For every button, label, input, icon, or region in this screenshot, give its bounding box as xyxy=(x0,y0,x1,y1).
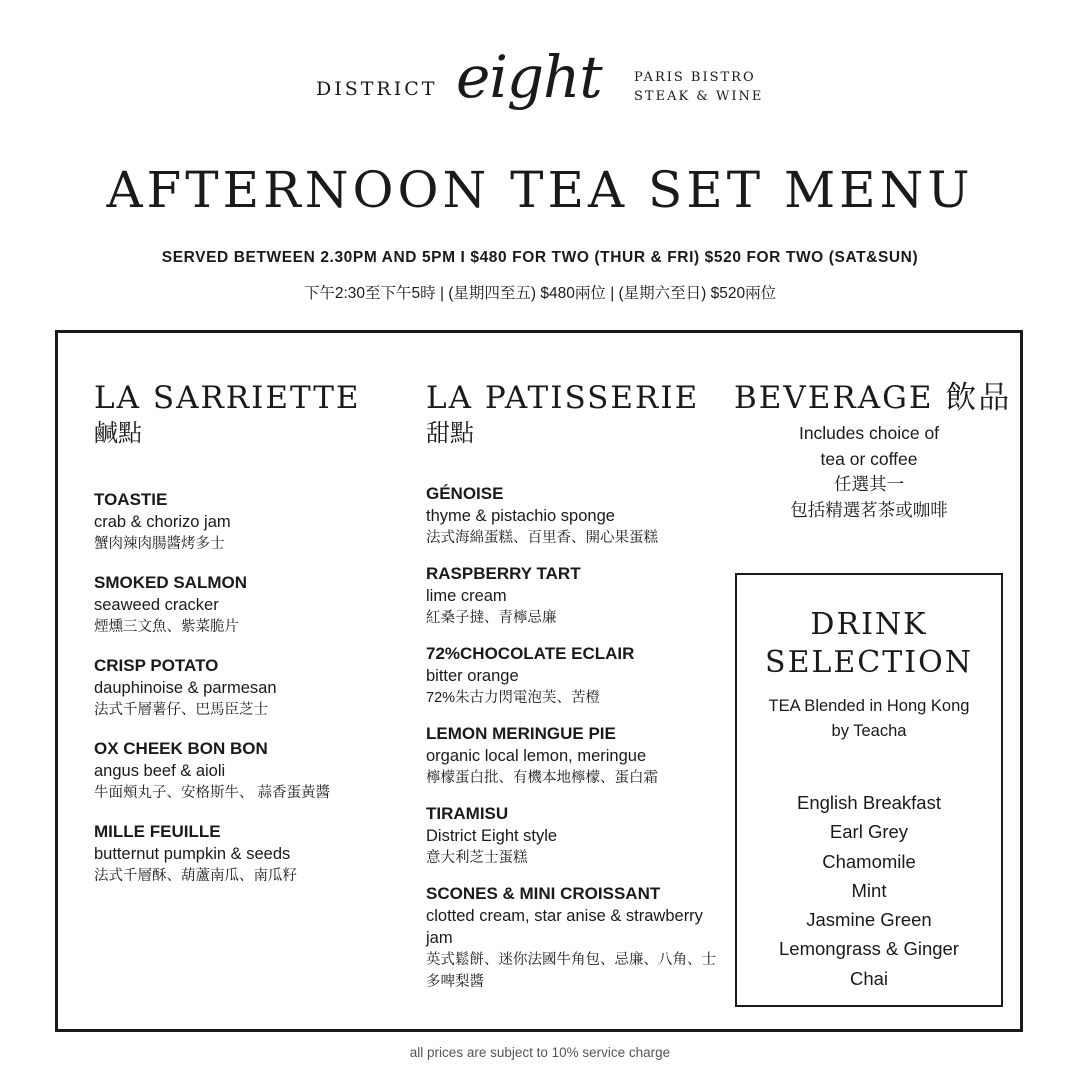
section-title: BEVERAGE 飲品 xyxy=(734,380,1012,416)
item-desc-zh: 72%朱古力閃電泡芙、苦橙 xyxy=(426,690,601,706)
logo-tagline-2: STEAK & WINE xyxy=(634,89,764,104)
section-title-zh: 鹹點 xyxy=(94,420,142,447)
section-title: LA SARRIETTE xyxy=(94,380,361,416)
item-desc-zh: 牛面頰丸子、安格斯牛、 蒜香蛋黃醬 xyxy=(94,785,331,801)
serving-info-zh: 下午2:30至下午5時 | (星期四至五) $480兩位 | (星期六至日) $520兩位 xyxy=(303,285,777,302)
tea-list xyxy=(737,788,1001,993)
tea-item: Mint xyxy=(851,879,887,901)
beverage-line: tea or coffee xyxy=(820,448,918,469)
logo-eight: eight xyxy=(456,43,602,111)
menu-item xyxy=(94,489,394,555)
drink-selection-subtitle xyxy=(737,694,1001,744)
menu-item xyxy=(426,563,726,629)
service-charge-note: all prices are subject to 10% service charge xyxy=(409,1045,671,1060)
menu-item xyxy=(426,643,726,709)
section-patisserie xyxy=(426,379,726,1007)
tea-item: Chamomile xyxy=(822,850,916,872)
serving-info-en: SERVED BETWEEN 2.30PM AND 5PM I $480 FOR TWO (THUR & FRI) $520 FOR TWO (SAT&SUN) xyxy=(161,249,919,266)
item-name: MILLE FEUILLE xyxy=(94,822,221,841)
item-desc: seaweed cracker xyxy=(94,596,219,614)
item-name: CRISP POTATO xyxy=(94,656,219,675)
item-desc: lime cream xyxy=(426,587,507,605)
item-desc-zh: 英式鬆餅、迷你法國牛角包、忌廉、八角、士多啤梨醬 xyxy=(426,952,716,990)
drink-title-line: SELECTION xyxy=(765,645,973,680)
item-name: LEMON MERINGUE PIE xyxy=(426,724,616,743)
item-desc: butternut pumpkin & seeds xyxy=(94,845,291,863)
tea-item: English Breakfast xyxy=(797,792,941,813)
drink-selection-title xyxy=(737,606,1001,682)
menu-item xyxy=(426,883,726,993)
menu-item xyxy=(94,655,394,721)
tea-item: Jasmine Green xyxy=(806,909,932,931)
item-desc: dauphinoise & parmesan xyxy=(94,679,277,697)
section-title-zh: 甜點 xyxy=(426,420,474,447)
tea-item: Chai xyxy=(849,967,889,989)
tea-item: Earl Grey xyxy=(829,821,909,843)
drink-sub-line: TEA Blended in Hong Kong xyxy=(768,697,970,715)
brand-logo xyxy=(0,43,1080,118)
item-desc-zh: 煙燻三文魚、紫菜脆片 xyxy=(94,619,239,635)
logo-tagline xyxy=(634,68,763,106)
item-desc: bitter orange xyxy=(426,667,519,685)
item-desc-zh: 紅桑子撻、青檸忌廉 xyxy=(426,610,557,626)
item-name: SCONES & MINI CROISSANT xyxy=(426,884,661,903)
logo-district: DISTRICT xyxy=(316,78,438,100)
item-desc: thyme & pistachio sponge xyxy=(426,507,615,525)
beverage-info xyxy=(734,421,1004,523)
menu-item xyxy=(94,738,394,804)
beverage-line: 任選其一 xyxy=(834,474,904,494)
item-name: TIRAMISU xyxy=(426,804,509,823)
item-desc: organic local lemon, meringue xyxy=(426,747,647,765)
item-name: GÉNOISE xyxy=(426,484,504,503)
item-desc-zh: 蟹肉辣肉腸醬烤多士 xyxy=(94,536,225,552)
menu-title: AFTERNOON TEA SET MENU xyxy=(106,161,974,219)
item-desc-zh: 法式千層薯仔、巴馬臣芝士 xyxy=(94,702,268,718)
beverage-line: 包括精選茗茶或咖啡 xyxy=(790,499,948,520)
menu-item xyxy=(94,572,394,638)
drink-sub-line: by Teacha xyxy=(831,722,907,740)
menu-item xyxy=(426,803,726,869)
section-sarriette xyxy=(94,379,394,904)
tea-item: Lemongrass & Ginger xyxy=(779,938,959,960)
item-desc: District Eight style xyxy=(426,827,558,845)
item-desc-zh: 法式千層酥、葫蘆南瓜、南瓜籽 xyxy=(94,868,297,884)
section-beverage xyxy=(734,379,1012,523)
menu-item xyxy=(426,483,726,549)
drink-title-line: DRINK xyxy=(810,607,928,642)
item-desc-zh: 檸檬蛋白批、有機本地檸檬、蛋白霜 xyxy=(426,770,658,786)
item-name: 72%CHOCOLATE ECLAIR xyxy=(426,644,635,663)
item-desc: angus beef & aioli xyxy=(94,762,226,780)
item-name: OX CHEEK BON BON xyxy=(94,739,268,758)
logo-tagline-1: PARIS BISTRO xyxy=(634,70,756,85)
item-desc-zh: 意大利芝士蛋糕 xyxy=(426,850,528,866)
menu-item xyxy=(426,723,726,789)
item-desc: crab & chorizo jam xyxy=(94,513,231,531)
item-name: TOASTIE xyxy=(94,490,168,509)
menu-frame xyxy=(55,330,1023,1032)
item-name: RASPBERRY TART xyxy=(426,564,581,583)
beverage-line: Includes choice of xyxy=(798,423,940,443)
drink-selection-box xyxy=(735,573,1003,1007)
item-desc: clotted cream, star anise & strawberry jam xyxy=(426,907,703,947)
menu-item xyxy=(94,821,394,887)
item-desc-zh: 法式海綿蛋糕、百里香、開心果蛋糕 xyxy=(426,530,658,546)
section-title: LA PATISSERIE xyxy=(426,380,700,416)
item-name: SMOKED SALMON xyxy=(94,573,247,592)
